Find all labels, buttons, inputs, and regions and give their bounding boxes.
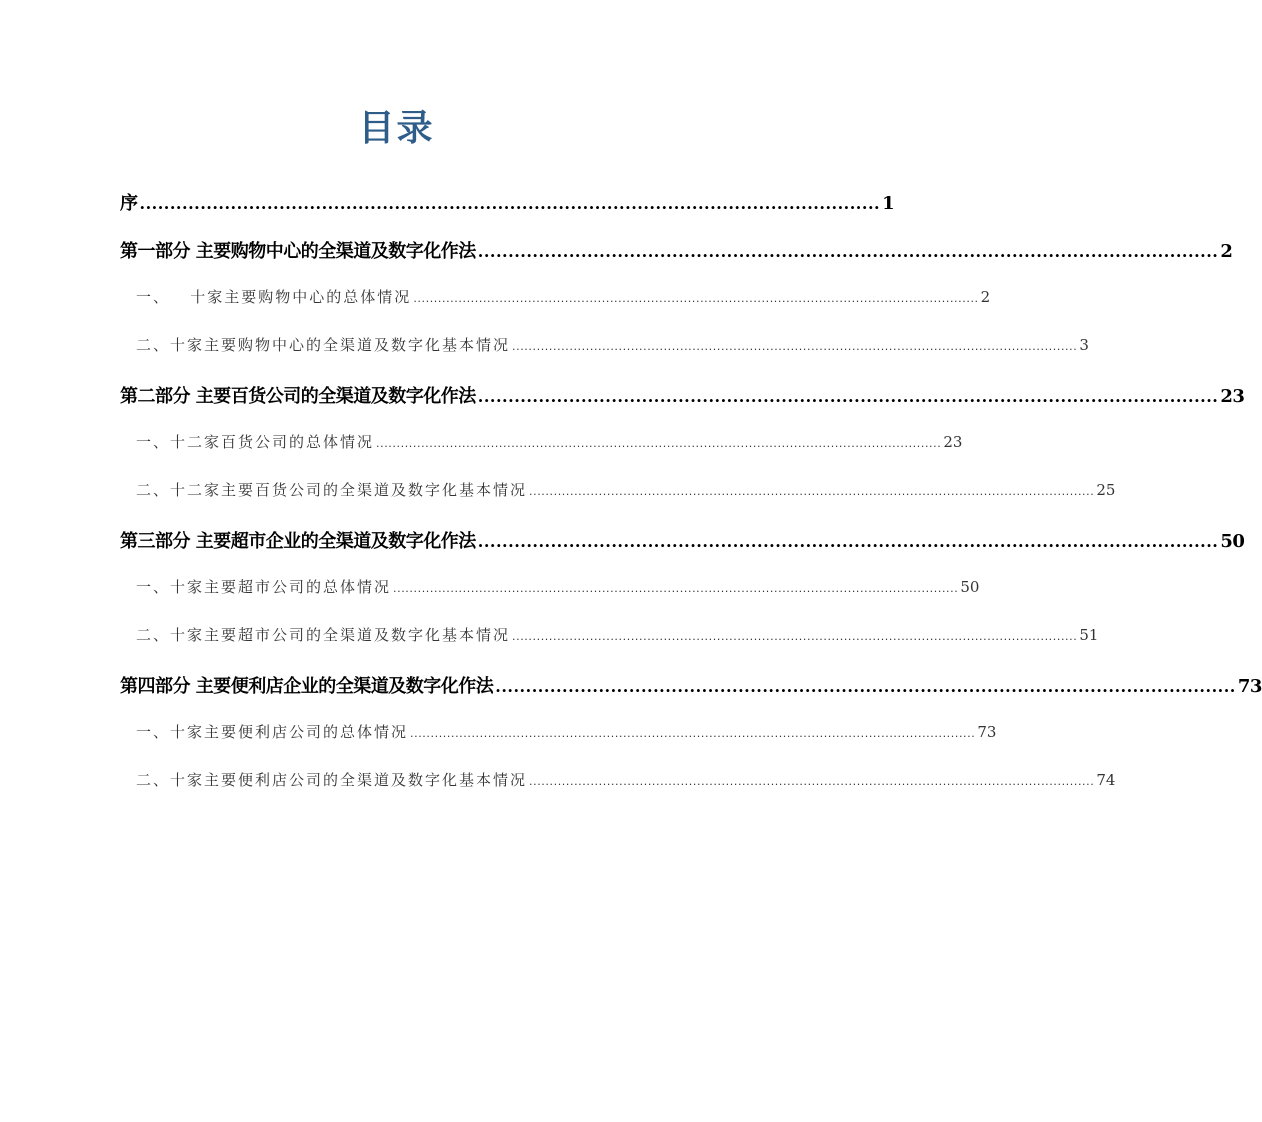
toc-leader-dots: .......................................................................................................................................... — [376, 437, 942, 450]
toc-leader-dots: .......................................................................................................................... — [495, 677, 1236, 696]
toc-entry-label: 一、十家主要超市公司的总体情况 — [136, 578, 392, 596]
toc-entry-label: 一、十二家百货公司的总体情况 — [136, 433, 375, 451]
toc-entry-page: 50 — [1220, 531, 1245, 552]
toc-entry-label: 二、十家主要便利店公司的全渠道及数字化基本情况 — [136, 771, 528, 789]
toc-entry-1-1[interactable] — [120, 286, 991, 307]
toc-entry-2-2[interactable] — [120, 479, 1116, 500]
page-title: 目录 — [358, 108, 435, 149]
toc-leader-dots: .......................................................................................................................................... — [413, 292, 979, 305]
toc-entry-label: 第四部分 主要便利店企业的全渠道及数字化作法 — [120, 676, 494, 697]
toc-entry-page: 23 — [1220, 386, 1245, 407]
toc-entry-page: 51 — [1079, 626, 1099, 644]
toc-leader-dots: .......................................................................................................................................... — [393, 582, 959, 595]
toc-entry-page: 74 — [1096, 771, 1116, 789]
toc-leader-dots: .......................................................................................................................... — [477, 242, 1219, 261]
toc-entry-part-2[interactable] — [120, 382, 1245, 408]
toc-leader-dots: .......................................................................................................................................... — [512, 630, 1078, 643]
toc-entry-page: 50 — [960, 578, 980, 596]
toc-entry-page: 73 — [977, 723, 997, 741]
toc-entry-3-2[interactable] — [120, 624, 1099, 645]
toc-entry-part-4[interactable] — [120, 672, 1262, 698]
toc-entry-4-2[interactable] — [120, 769, 1116, 790]
toc-entry-label: 第一部分 主要购物中心的全渠道及数字化作法 — [120, 241, 476, 262]
toc-entry-label: 第三部分 主要超市企业的全渠道及数字化作法 — [120, 531, 476, 552]
toc-entry-2-1[interactable] — [120, 431, 963, 452]
toc-leader-dots: .......................................................................................................................... — [139, 194, 881, 213]
toc-leader-dots: .......................................................................................................................... — [477, 387, 1219, 406]
toc-entry-4-1[interactable] — [120, 721, 997, 742]
toc-entry-page: 25 — [1096, 481, 1116, 499]
toc-entry-page: 73 — [1237, 676, 1262, 697]
toc-entry-page: 3 — [1079, 336, 1089, 354]
toc-entry-preface[interactable] — [120, 189, 895, 215]
toc-entry-label: 一、 十家主要购物中心的总体情况 — [136, 288, 412, 306]
toc-entry-page: 2 — [980, 288, 991, 306]
toc-entry-1-2[interactable] — [120, 334, 1089, 355]
toc-entry-label: 第二部分 主要百货公司的全渠道及数字化作法 — [120, 386, 476, 407]
toc-leader-dots: .......................................................................................................................................... — [410, 727, 976, 740]
toc-entry-part-3[interactable] — [120, 527, 1245, 553]
toc-entry-page: 2 — [1220, 241, 1233, 262]
toc-entry-label: 二、十家主要超市公司的全渠道及数字化基本情况 — [136, 626, 511, 644]
toc-entry-label: 一、十家主要便利店公司的总体情况 — [136, 723, 409, 741]
toc-entry-3-1[interactable] — [120, 576, 980, 597]
toc-leader-dots: .......................................................................................................................................... — [529, 775, 1095, 788]
toc-entry-page: 23 — [943, 433, 963, 451]
toc-entry-part-1[interactable] — [120, 237, 1233, 263]
toc-entry-page: 1 — [882, 193, 895, 214]
toc-leader-dots: .......................................................................................................................... — [477, 532, 1219, 551]
toc-entry-label: 二、十二家主要百货公司的全渠道及数字化基本情况 — [136, 481, 528, 499]
toc-leader-dots: .......................................................................................................................................... — [512, 340, 1078, 353]
toc-entry-label: 二、十家主要购物中心的全渠道及数字化基本情况 — [136, 336, 511, 354]
toc-leader-dots: .......................................................................................................................................... — [529, 485, 1095, 498]
toc-entry-label: 序 — [120, 193, 138, 214]
